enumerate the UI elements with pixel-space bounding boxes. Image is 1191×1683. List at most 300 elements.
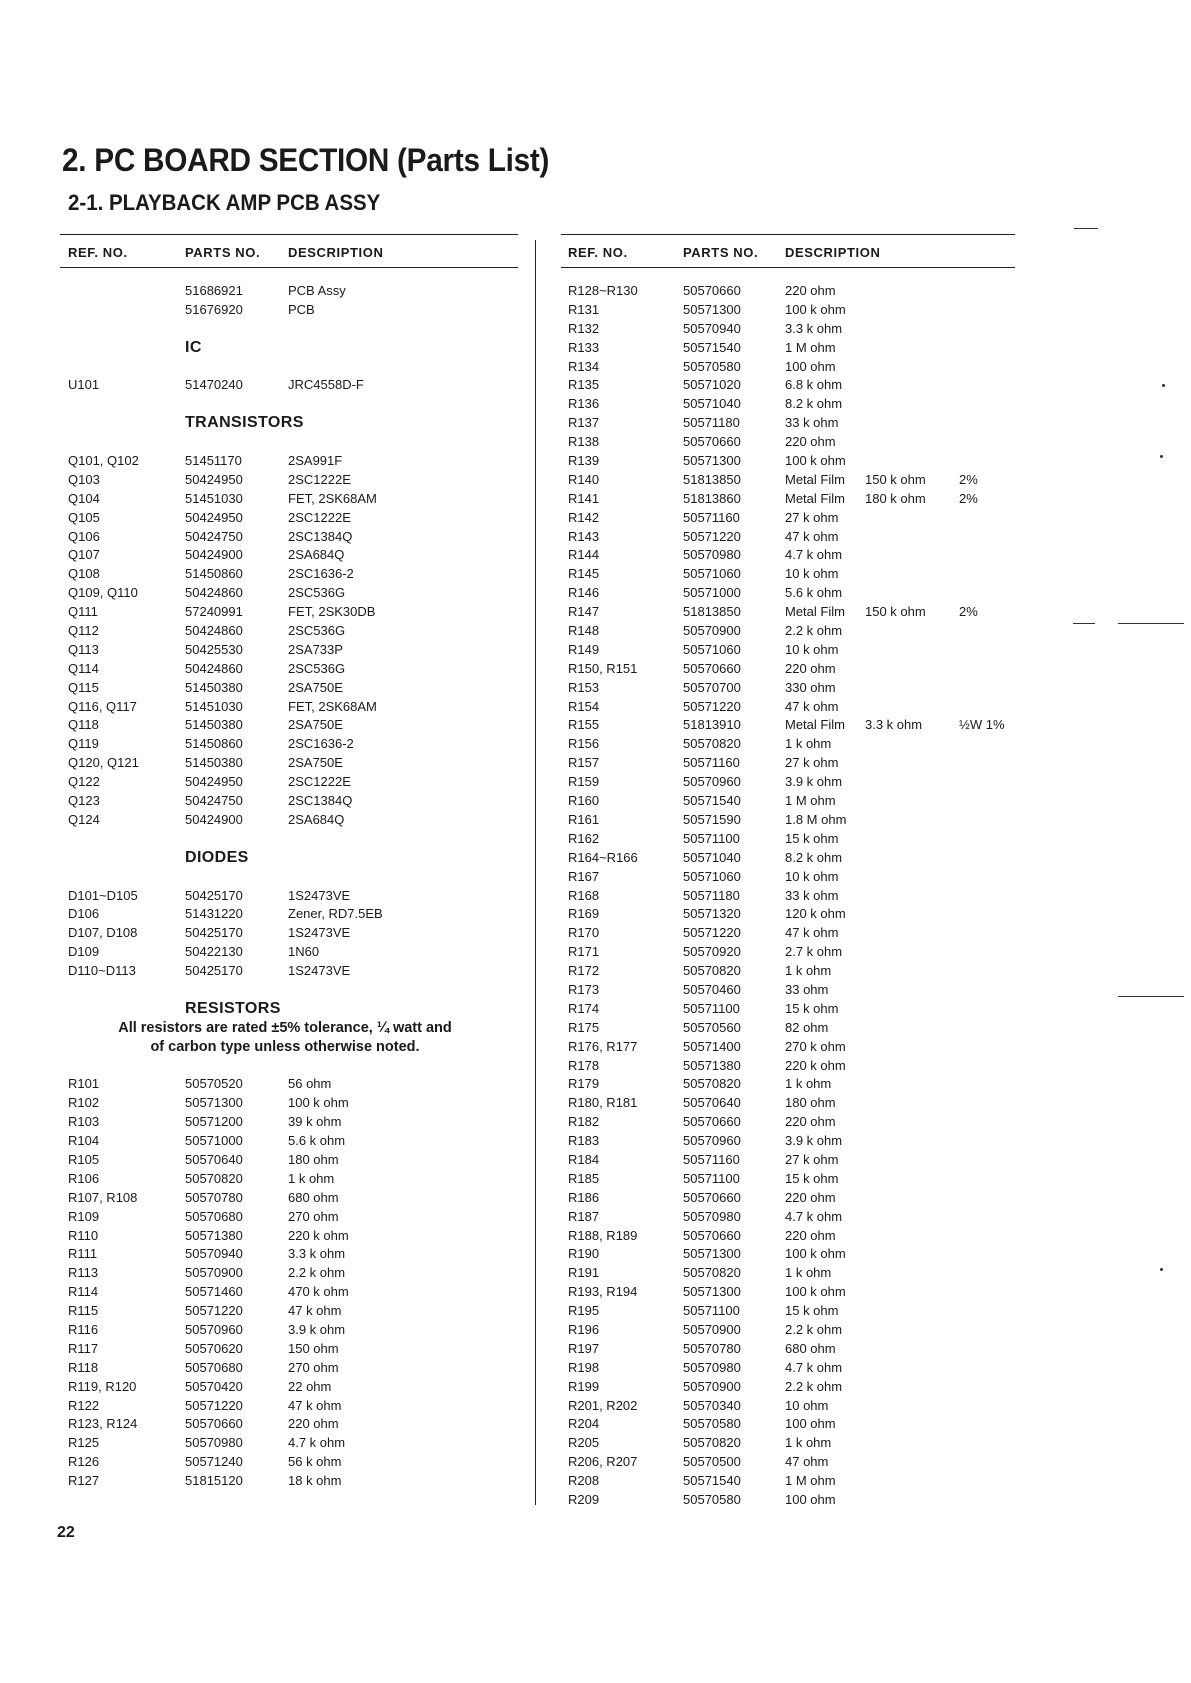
margin-rule xyxy=(1118,996,1184,997)
description-cell: 3.9 k ohm xyxy=(288,1321,346,1337)
value-cell: 3.3 k ohm xyxy=(865,717,923,733)
description-cell: 10 k ohm xyxy=(785,566,839,582)
table-row xyxy=(561,565,1015,584)
description-cell: 330 ohm xyxy=(785,679,836,695)
table-header-rule xyxy=(60,267,518,268)
ref-no-cell: R128~R130 xyxy=(568,283,638,298)
parts-no-cell: 50424950 xyxy=(185,774,243,790)
parts-no-cell: 50571590 xyxy=(683,811,741,827)
table-row xyxy=(561,849,1015,868)
parts-no-cell: 50570660 xyxy=(683,1227,741,1243)
parts-no-cell: 50425530 xyxy=(185,641,243,657)
parts-no-cell: 51813860 xyxy=(683,490,741,506)
header-description: DESCRIPTION xyxy=(288,245,384,260)
margin-rule xyxy=(1118,623,1184,624)
ref-no-cell: R150, R151 xyxy=(568,660,638,676)
description-cell: 2SC536G xyxy=(288,660,346,676)
table-row xyxy=(561,433,1015,452)
table-row xyxy=(60,792,518,811)
description-cell: 220 ohm xyxy=(785,660,836,676)
description-cell: 33 k ohm xyxy=(785,415,839,431)
value-cell: 150 k ohm xyxy=(865,604,926,620)
ref-no-cell: Q122 xyxy=(68,774,100,790)
page-title: 2. PC BOARD SECTION (Parts List) xyxy=(62,142,550,178)
parts-no-cell: 50571300 xyxy=(185,1095,243,1111)
description-cell: 18 k ohm xyxy=(288,1473,342,1489)
parts-no-cell: 50570500 xyxy=(683,1454,741,1470)
parts-no-cell: 50424860 xyxy=(185,585,243,601)
table-row xyxy=(60,1453,518,1472)
table-row xyxy=(561,509,1015,528)
section-heading-label: RESISTORS xyxy=(185,999,281,1017)
parts-no-cell: 50571220 xyxy=(185,1303,243,1319)
table-header xyxy=(561,244,1015,263)
description-cell: 1N60 xyxy=(288,944,320,960)
parts-no-cell: 50570640 xyxy=(683,1095,741,1111)
table-row xyxy=(60,679,518,698)
table-row xyxy=(60,584,518,603)
table-row xyxy=(561,773,1015,792)
description-cell: 8.2 k ohm xyxy=(785,396,843,412)
description-cell: 470 k ohm xyxy=(288,1284,349,1300)
table-row xyxy=(60,1132,518,1151)
description-cell: 10 k ohm xyxy=(785,641,839,657)
table-header xyxy=(60,244,518,263)
parts-no-cell: 57240991 xyxy=(185,604,243,620)
description-cell: Metal Film xyxy=(785,604,845,620)
description-cell: 100 k ohm xyxy=(785,1246,846,1262)
description-cell: 180 ohm xyxy=(288,1151,339,1167)
description-cell: 47 k ohm xyxy=(288,1397,342,1413)
tolerance-cell: 2% xyxy=(959,490,978,506)
parts-no-cell: 50570520 xyxy=(185,1076,243,1092)
resistor-note xyxy=(60,1038,518,1057)
ref-no-cell: Q124 xyxy=(68,811,100,827)
table-row xyxy=(561,1340,1015,1359)
ref-no-cell: R133 xyxy=(568,339,600,355)
table-row xyxy=(60,1094,518,1113)
description-cell: 5.6 k ohm xyxy=(785,585,843,601)
ref-no-cell: Q106 xyxy=(68,528,100,544)
table-row xyxy=(60,1264,518,1283)
table-row xyxy=(60,1170,518,1189)
table-row xyxy=(60,698,518,717)
table-row xyxy=(60,622,518,641)
description-cell: 680 ohm xyxy=(785,1340,836,1356)
ref-no-cell: Q120, Q121 xyxy=(68,755,139,771)
ref-no-cell: R201, R202 xyxy=(568,1397,638,1413)
ref-no-cell: R147 xyxy=(568,604,600,620)
section-heading-label: DIODES xyxy=(185,848,249,866)
description-cell: 4.7 k ohm xyxy=(288,1435,346,1451)
table-body xyxy=(60,282,518,1491)
description-cell: 2SC1384Q xyxy=(288,793,353,809)
description-cell: 4.7 k ohm xyxy=(785,1359,843,1375)
table-row xyxy=(561,339,1015,358)
table-row xyxy=(60,1340,518,1359)
table-row xyxy=(60,754,518,773)
ref-no-cell: R170 xyxy=(568,925,600,941)
ref-no-cell: Q101, Q102 xyxy=(68,453,139,469)
ref-no-cell: Q109, Q110 xyxy=(68,585,138,601)
parts-table-left xyxy=(60,234,518,1489)
table-row xyxy=(60,660,518,679)
ref-no-cell: D109 xyxy=(68,944,100,960)
parts-no-cell: 50570960 xyxy=(185,1321,243,1337)
parts-no-cell: 50571220 xyxy=(683,925,741,941)
description-cell: 2SA684Q xyxy=(288,547,345,563)
ref-no-cell: R178 xyxy=(568,1057,600,1073)
table-row xyxy=(561,584,1015,603)
table-top-rule xyxy=(561,234,1015,235)
table-row xyxy=(561,622,1015,641)
parts-no-cell: 51451030 xyxy=(185,490,243,506)
description-cell: 100 ohm xyxy=(785,1492,836,1507)
section-subtitle: 2-1. PLAYBACK AMP PCB ASSY xyxy=(68,190,381,215)
table-row xyxy=(561,1075,1015,1094)
resistor-note xyxy=(60,1019,518,1038)
description-cell: 2.2 k ohm xyxy=(785,1321,843,1337)
table-row xyxy=(60,1208,518,1227)
table-row xyxy=(561,679,1015,698)
parts-no-cell: 50571300 xyxy=(683,1284,741,1300)
description-cell: 680 ohm xyxy=(288,1189,339,1205)
parts-no-cell: 51686921 xyxy=(185,283,243,298)
table-row xyxy=(60,490,518,509)
table-row xyxy=(60,1245,518,1264)
spacer xyxy=(60,981,518,1000)
spacer xyxy=(60,830,518,849)
parts-no-cell: 50570660 xyxy=(683,283,741,298)
ref-no-cell: R209 xyxy=(568,1492,600,1507)
description-cell: 39 k ohm xyxy=(288,1114,342,1130)
description-cell: 220 k ohm xyxy=(288,1227,349,1243)
description-cell: 15 k ohm xyxy=(785,1000,839,1016)
scan-speck xyxy=(1160,1268,1163,1271)
description-cell: 56 ohm xyxy=(288,1076,332,1092)
value-cell: 180 k ohm xyxy=(865,490,926,506)
table-row xyxy=(60,471,518,490)
table-row xyxy=(561,1434,1015,1453)
parts-no-cell: 51450860 xyxy=(185,566,243,582)
description-cell: 33 k ohm xyxy=(785,887,839,903)
parts-no-cell: 50425170 xyxy=(185,887,243,903)
parts-no-cell: 50571100 xyxy=(683,830,740,846)
description-cell: 3.9 k ohm xyxy=(785,1133,843,1149)
description-cell: 2SA684Q xyxy=(288,811,345,827)
ref-no-cell: R205 xyxy=(568,1435,600,1451)
parts-no-cell: 50570960 xyxy=(683,1133,741,1149)
parts-no-cell: 50424750 xyxy=(185,528,243,544)
ref-no-cell: U101 xyxy=(68,377,100,393)
parts-no-cell: 50570920 xyxy=(683,944,741,960)
description-cell: 100 k ohm xyxy=(288,1095,349,1111)
parts-no-cell: 50571100 xyxy=(683,1170,740,1186)
parts-no-cell: 51813850 xyxy=(683,604,741,620)
description-cell: 2.2 k ohm xyxy=(288,1265,346,1281)
description-cell: 15 k ohm xyxy=(785,1170,839,1186)
description-cell: 56 k ohm xyxy=(288,1454,342,1470)
description-cell: 15 k ohm xyxy=(785,830,839,846)
table-row xyxy=(561,358,1015,377)
ref-no-cell: R143 xyxy=(568,528,600,544)
parts-no-cell: 50571100 xyxy=(683,1000,740,1016)
parts-no-cell: 51813850 xyxy=(683,471,741,487)
table-row xyxy=(561,716,1015,735)
description-cell: Metal Film xyxy=(785,471,845,487)
parts-no-cell: 50571160 xyxy=(683,1151,740,1167)
page-number: 22 xyxy=(57,1524,75,1541)
parts-no-cell: 51450380 xyxy=(185,717,243,733)
table-row xyxy=(561,452,1015,471)
ref-no-cell: R104 xyxy=(68,1133,100,1149)
description-cell: 1S2473VE xyxy=(288,963,351,979)
ref-no-cell: R161 xyxy=(568,811,600,827)
parts-no-cell: 50570980 xyxy=(683,547,741,563)
description-cell: 2SA750E xyxy=(288,717,343,733)
description-cell: 8.2 k ohm xyxy=(785,849,843,865)
ref-no-cell: Q116, Q117 xyxy=(68,698,137,714)
table-row xyxy=(561,924,1015,943)
spacer xyxy=(60,433,518,452)
description-cell: 220 ohm xyxy=(785,434,836,450)
table-row xyxy=(60,905,518,924)
parts-no-cell: 50570940 xyxy=(683,320,741,336)
description-cell: 2SC1222E xyxy=(288,774,351,790)
description-cell: 2SC536G xyxy=(288,585,346,601)
ref-no-cell: R191 xyxy=(568,1265,600,1281)
parts-no-cell: 50570680 xyxy=(185,1208,243,1224)
parts-no-cell: 50570900 xyxy=(683,1378,741,1394)
table-row xyxy=(561,735,1015,754)
ref-no-cell: R138 xyxy=(568,434,600,450)
ref-no-cell: R102 xyxy=(68,1095,100,1111)
parts-no-cell: 50570980 xyxy=(683,1208,741,1224)
table-row xyxy=(60,301,518,320)
description-cell: 1 k ohm xyxy=(785,1265,832,1281)
parts-no-cell: 50570660 xyxy=(683,660,741,676)
table-row xyxy=(60,1415,518,1434)
ref-no-cell: R144 xyxy=(568,547,600,563)
parts-no-cell: 50424950 xyxy=(185,471,243,487)
ref-no-cell: R169 xyxy=(568,906,600,922)
ref-no-cell: R127 xyxy=(68,1473,100,1489)
spacer xyxy=(60,395,518,414)
table-row xyxy=(561,1378,1015,1397)
description-cell: 100 k ohm xyxy=(785,453,846,469)
ref-no-cell: R167 xyxy=(568,868,600,884)
table-row xyxy=(561,490,1015,509)
description-cell: 47 k ohm xyxy=(785,698,839,714)
table-row xyxy=(60,1227,518,1246)
ref-no-cell: R106 xyxy=(68,1170,100,1186)
description-cell: 47 k ohm xyxy=(785,925,839,941)
table-row xyxy=(60,1359,518,1378)
parts-no-cell: 51450380 xyxy=(185,755,243,771)
parts-no-cell: 50571020 xyxy=(683,377,741,393)
table-row xyxy=(60,509,518,528)
tolerance-cell: ½W 1% xyxy=(959,717,1005,733)
ref-no-cell: R146 xyxy=(568,585,600,601)
description-cell: Metal Film xyxy=(785,490,845,506)
description-cell: 1S2473VE xyxy=(288,925,351,941)
description-cell: 2.7 k ohm xyxy=(785,944,843,960)
parts-no-cell: 50571380 xyxy=(683,1057,741,1073)
parts-no-cell: 50570420 xyxy=(185,1378,243,1394)
ref-no-cell: R175 xyxy=(568,1019,600,1035)
parts-no-cell: 50570820 xyxy=(683,1435,741,1451)
margin-rule xyxy=(1073,623,1095,624)
description-cell: 270 ohm xyxy=(288,1359,339,1375)
table-row xyxy=(561,660,1015,679)
parts-no-cell: 50570560 xyxy=(683,1019,741,1035)
table-row xyxy=(561,1038,1015,1057)
ref-no-cell: R190 xyxy=(568,1246,600,1262)
description-cell: 4.7 k ohm xyxy=(785,1208,843,1224)
parts-no-cell: 50570700 xyxy=(683,679,741,695)
margin-rule xyxy=(1074,228,1098,229)
ref-no-cell: R206, R207 xyxy=(568,1454,638,1470)
parts-no-cell: 50571060 xyxy=(683,566,741,582)
table-top-rule xyxy=(60,234,518,235)
description-cell: 5.6 k ohm xyxy=(288,1133,346,1149)
parts-no-cell: 50424950 xyxy=(185,509,243,525)
table-row xyxy=(561,528,1015,547)
ref-no-cell: R110 xyxy=(68,1227,99,1243)
description-cell: 1 k ohm xyxy=(785,1435,832,1451)
parts-no-cell: 50570900 xyxy=(683,623,741,639)
ref-no-cell: R135 xyxy=(568,377,600,393)
header-ref-no: REF. NO. xyxy=(68,245,128,260)
parts-no-cell: 50571540 xyxy=(683,339,741,355)
table-row xyxy=(60,1472,518,1491)
description-cell: 15 k ohm xyxy=(785,1303,839,1319)
ref-no-cell: Q108 xyxy=(68,566,100,582)
parts-no-cell: 50571220 xyxy=(683,698,741,714)
parts-no-cell: 50570780 xyxy=(185,1189,243,1205)
ref-no-cell: R164~R166 xyxy=(568,849,638,865)
parts-no-cell: 51450860 xyxy=(185,736,243,752)
table-row xyxy=(60,773,518,792)
ref-no-cell: R119, R120 xyxy=(68,1378,137,1394)
table-row xyxy=(60,1189,518,1208)
description-cell: 2SA991F xyxy=(288,453,343,469)
table-row xyxy=(561,395,1015,414)
ref-no-cell: R195 xyxy=(568,1303,600,1319)
table-row xyxy=(60,1378,518,1397)
parts-no-cell: 50571180 xyxy=(683,415,740,431)
section-heading xyxy=(60,1000,518,1019)
table-row xyxy=(561,1283,1015,1302)
ref-no-cell: R117 xyxy=(68,1340,99,1356)
table-row xyxy=(60,282,518,301)
description-cell: 2SC1222E xyxy=(288,509,351,525)
description-cell: 150 ohm xyxy=(288,1340,339,1356)
parts-no-cell: 50571040 xyxy=(683,849,741,865)
description-cell: 2SA733P xyxy=(288,641,343,657)
ref-no-cell: R154 xyxy=(568,698,600,714)
table-row xyxy=(561,1453,1015,1472)
table-row xyxy=(561,698,1015,717)
parts-no-cell: 50570660 xyxy=(683,1189,741,1205)
ref-no-cell: R125 xyxy=(68,1435,100,1451)
table-row xyxy=(561,1415,1015,1434)
parts-no-cell: 50571100 xyxy=(683,1303,740,1319)
ref-no-cell: R188, R189 xyxy=(568,1227,638,1243)
description-cell: 3.3 k ohm xyxy=(288,1246,346,1262)
ref-no-cell: Q123 xyxy=(68,793,100,809)
description-cell: 47 ohm xyxy=(785,1454,829,1470)
parts-no-cell: 50570780 xyxy=(683,1340,741,1356)
description-cell: 27 k ohm xyxy=(785,1151,839,1167)
parts-no-cell: 51813910 xyxy=(683,717,741,733)
description-cell: 6.8 k ohm xyxy=(785,377,843,393)
scan-speck xyxy=(1162,384,1165,387)
parts-no-cell: 50571460 xyxy=(185,1284,243,1300)
parts-no-cell: 50571300 xyxy=(683,453,741,469)
description-cell: 220 ohm xyxy=(785,1189,836,1205)
table-row xyxy=(60,1397,518,1416)
parts-no-cell: 50571160 xyxy=(683,509,740,525)
parts-no-cell: 50571220 xyxy=(683,528,741,544)
ref-no-cell: Q115 xyxy=(68,679,99,695)
table-row xyxy=(561,1264,1015,1283)
table-row xyxy=(60,1151,518,1170)
ref-no-cell: R185 xyxy=(568,1170,600,1186)
table-row xyxy=(561,1302,1015,1321)
parts-no-cell: 50570660 xyxy=(683,1114,741,1130)
ref-no-cell: R183 xyxy=(568,1133,600,1149)
parts-no-cell: 50571040 xyxy=(683,396,741,412)
table-row xyxy=(561,376,1015,395)
parts-table-right xyxy=(561,234,1015,1507)
description-cell: Zener, RD7.5EB xyxy=(288,906,383,922)
parts-no-cell: 50570820 xyxy=(683,1076,741,1092)
value-cell: 150 k ohm xyxy=(865,471,926,487)
description-cell: 120 k ohm xyxy=(785,906,846,922)
table-row xyxy=(60,452,518,471)
description-cell: 10 k ohm xyxy=(785,868,839,884)
table-row xyxy=(561,471,1015,490)
table-row xyxy=(561,830,1015,849)
description-cell: 1 k ohm xyxy=(785,736,832,752)
ref-no-cell: R174 xyxy=(568,1000,600,1016)
parts-no-cell: 50571380 xyxy=(185,1227,243,1243)
parts-no-cell: 51815120 xyxy=(185,1473,243,1489)
description-cell: FET, 2SK68AM xyxy=(288,698,377,714)
parts-no-cell: 50571000 xyxy=(185,1133,243,1149)
table-row xyxy=(561,754,1015,773)
ref-no-cell: R105 xyxy=(68,1151,100,1167)
ref-no-cell: R197 xyxy=(568,1340,600,1356)
description-cell: 180 ohm xyxy=(785,1095,836,1111)
description-cell: 100 ohm xyxy=(785,358,836,374)
header-description: DESCRIPTION xyxy=(785,245,881,260)
table-row xyxy=(561,301,1015,320)
ref-no-cell: R179 xyxy=(568,1076,600,1092)
description-cell: 220 ohm xyxy=(785,283,836,298)
table-row xyxy=(561,1245,1015,1264)
ref-no-cell: R123, R124 xyxy=(68,1416,138,1432)
ref-no-cell: R180, R181 xyxy=(568,1095,638,1111)
ref-no-cell: R113 xyxy=(68,1265,99,1281)
parts-no-cell: 50424750 xyxy=(185,793,243,809)
description-cell: 270 k ohm xyxy=(785,1038,846,1054)
description-cell: 3.9 k ohm xyxy=(785,774,843,790)
ref-no-cell: R182 xyxy=(568,1114,600,1130)
table-row xyxy=(60,528,518,547)
description-cell: 2SC1222E xyxy=(288,471,351,487)
